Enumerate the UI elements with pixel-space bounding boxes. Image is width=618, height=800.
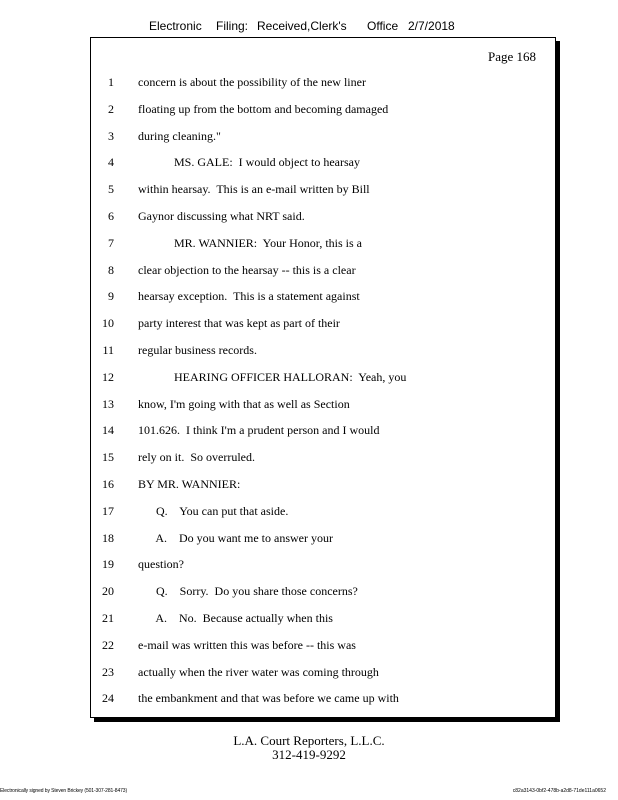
line-text: know, I'm going with that as well as Section — [138, 397, 350, 411]
line-text: regular business records. — [138, 343, 257, 357]
line-number: 19 — [102, 557, 114, 571]
line-number: 17 — [102, 504, 114, 518]
transcript-line — [90, 664, 550, 680]
line-number: 18 — [102, 531, 114, 545]
header-electronic: Electronic — [149, 19, 202, 33]
document-hash: c82a3143-0bf2-478b-a2d8-71de111a0652 — [512, 788, 606, 794]
line-number: 9 — [108, 289, 114, 303]
line-text: concern is about the possibility of the new liner — [138, 75, 366, 89]
transcript-line — [90, 476, 550, 492]
line-number: 1 — [108, 75, 114, 89]
line-number: 24 — [102, 691, 114, 705]
line-number: 16 — [102, 477, 114, 491]
transcript-line — [90, 208, 550, 224]
transcript-line — [90, 610, 550, 626]
line-number: 4 — [108, 155, 114, 169]
line-number: 11 — [102, 343, 114, 357]
line-number: 5 — [108, 182, 114, 196]
line-number: 20 — [102, 584, 114, 598]
transcript-line — [90, 422, 550, 438]
line-text: Q. Sorry. Do you share those concerns? — [138, 584, 358, 598]
transcript-line — [90, 128, 550, 144]
transcript-line — [90, 235, 550, 251]
transcript-line — [90, 583, 550, 599]
line-number: 6 — [108, 209, 114, 223]
transcript-line — [90, 369, 550, 385]
transcript-line — [90, 530, 550, 546]
line-number: 14 — [102, 423, 114, 437]
transcript-line — [90, 74, 550, 90]
page-number: Page 168 — [487, 49, 536, 64]
transcript-line — [90, 101, 550, 117]
header-office: Office — [367, 19, 399, 33]
transcript-line — [90, 288, 550, 304]
line-number: 12 — [102, 370, 114, 384]
transcript-line — [90, 181, 550, 197]
line-text: the embankment and that was before we came up with — [138, 691, 399, 705]
line-text: A. No. Because actually when this — [138, 611, 333, 625]
line-text: MR. WANNIER: Your Honor, this is a — [138, 236, 362, 250]
transcript-line — [90, 315, 550, 331]
line-text: 101.626. I think I'm a prudent person and I would — [138, 423, 380, 437]
line-text: floating up from the bottom and becoming damaged — [138, 102, 389, 116]
header-received: Received,Clerk's — [257, 19, 347, 33]
line-text: hearsay exception. This is a statement against — [138, 289, 360, 303]
line-text: clear objection to the hearsay -- this is a clear — [138, 263, 356, 277]
transcript-line — [90, 262, 550, 278]
line-text: e-mail was written this was before -- this was — [138, 638, 356, 652]
line-text: HEARING OFFICER HALLORAN: Yeah, you — [138, 370, 407, 384]
transcript-line — [90, 154, 550, 170]
line-text: MS. GALE: I would object to hearsay — [138, 155, 360, 169]
line-number: 21 — [102, 611, 114, 625]
footer-company: L.A. Court Reporters, L.L.C. — [233, 733, 385, 748]
line-text: Q. You can put that aside. — [138, 504, 289, 518]
transcript-line — [90, 449, 550, 465]
line-text: party interest that was kept as part of their — [138, 316, 340, 330]
header-date: 2/7/2018 — [408, 19, 455, 33]
transcript-line — [90, 396, 550, 412]
transcript-line — [90, 690, 550, 706]
transcript-line — [90, 503, 550, 519]
line-number: 15 — [102, 450, 114, 464]
line-text: rely on it. So overruled. — [138, 450, 255, 464]
line-number: 23 — [102, 665, 114, 679]
line-number: 7 — [108, 236, 114, 250]
line-text: Gaynor discussing what NRT said. — [138, 209, 305, 223]
line-text: question? — [138, 557, 184, 571]
electronic-signature: Electronically signed by Steven Brickey (501-307-281-8473) — [0, 788, 128, 794]
line-number: 3 — [108, 129, 114, 143]
transcript-line — [90, 556, 550, 572]
transcript-line — [90, 342, 550, 358]
line-number: 10 — [102, 316, 114, 330]
transcript-line — [90, 637, 550, 653]
footer-phone: 312-419-9292 — [272, 747, 346, 762]
header-filing: Filing: — [216, 19, 249, 33]
line-number: 13 — [102, 397, 114, 411]
line-text: A. Do you want me to answer your — [138, 531, 333, 545]
line-text: BY MR. WANNIER: — [138, 477, 241, 491]
line-text: within hearsay. This is an e-mail written by Bill — [138, 182, 370, 196]
line-number: 22 — [102, 638, 114, 652]
line-number: 2 — [108, 102, 114, 116]
line-number: 8 — [108, 263, 114, 277]
line-text: during cleaning." — [138, 129, 221, 143]
line-text: actually when the river water was coming through — [138, 665, 379, 679]
